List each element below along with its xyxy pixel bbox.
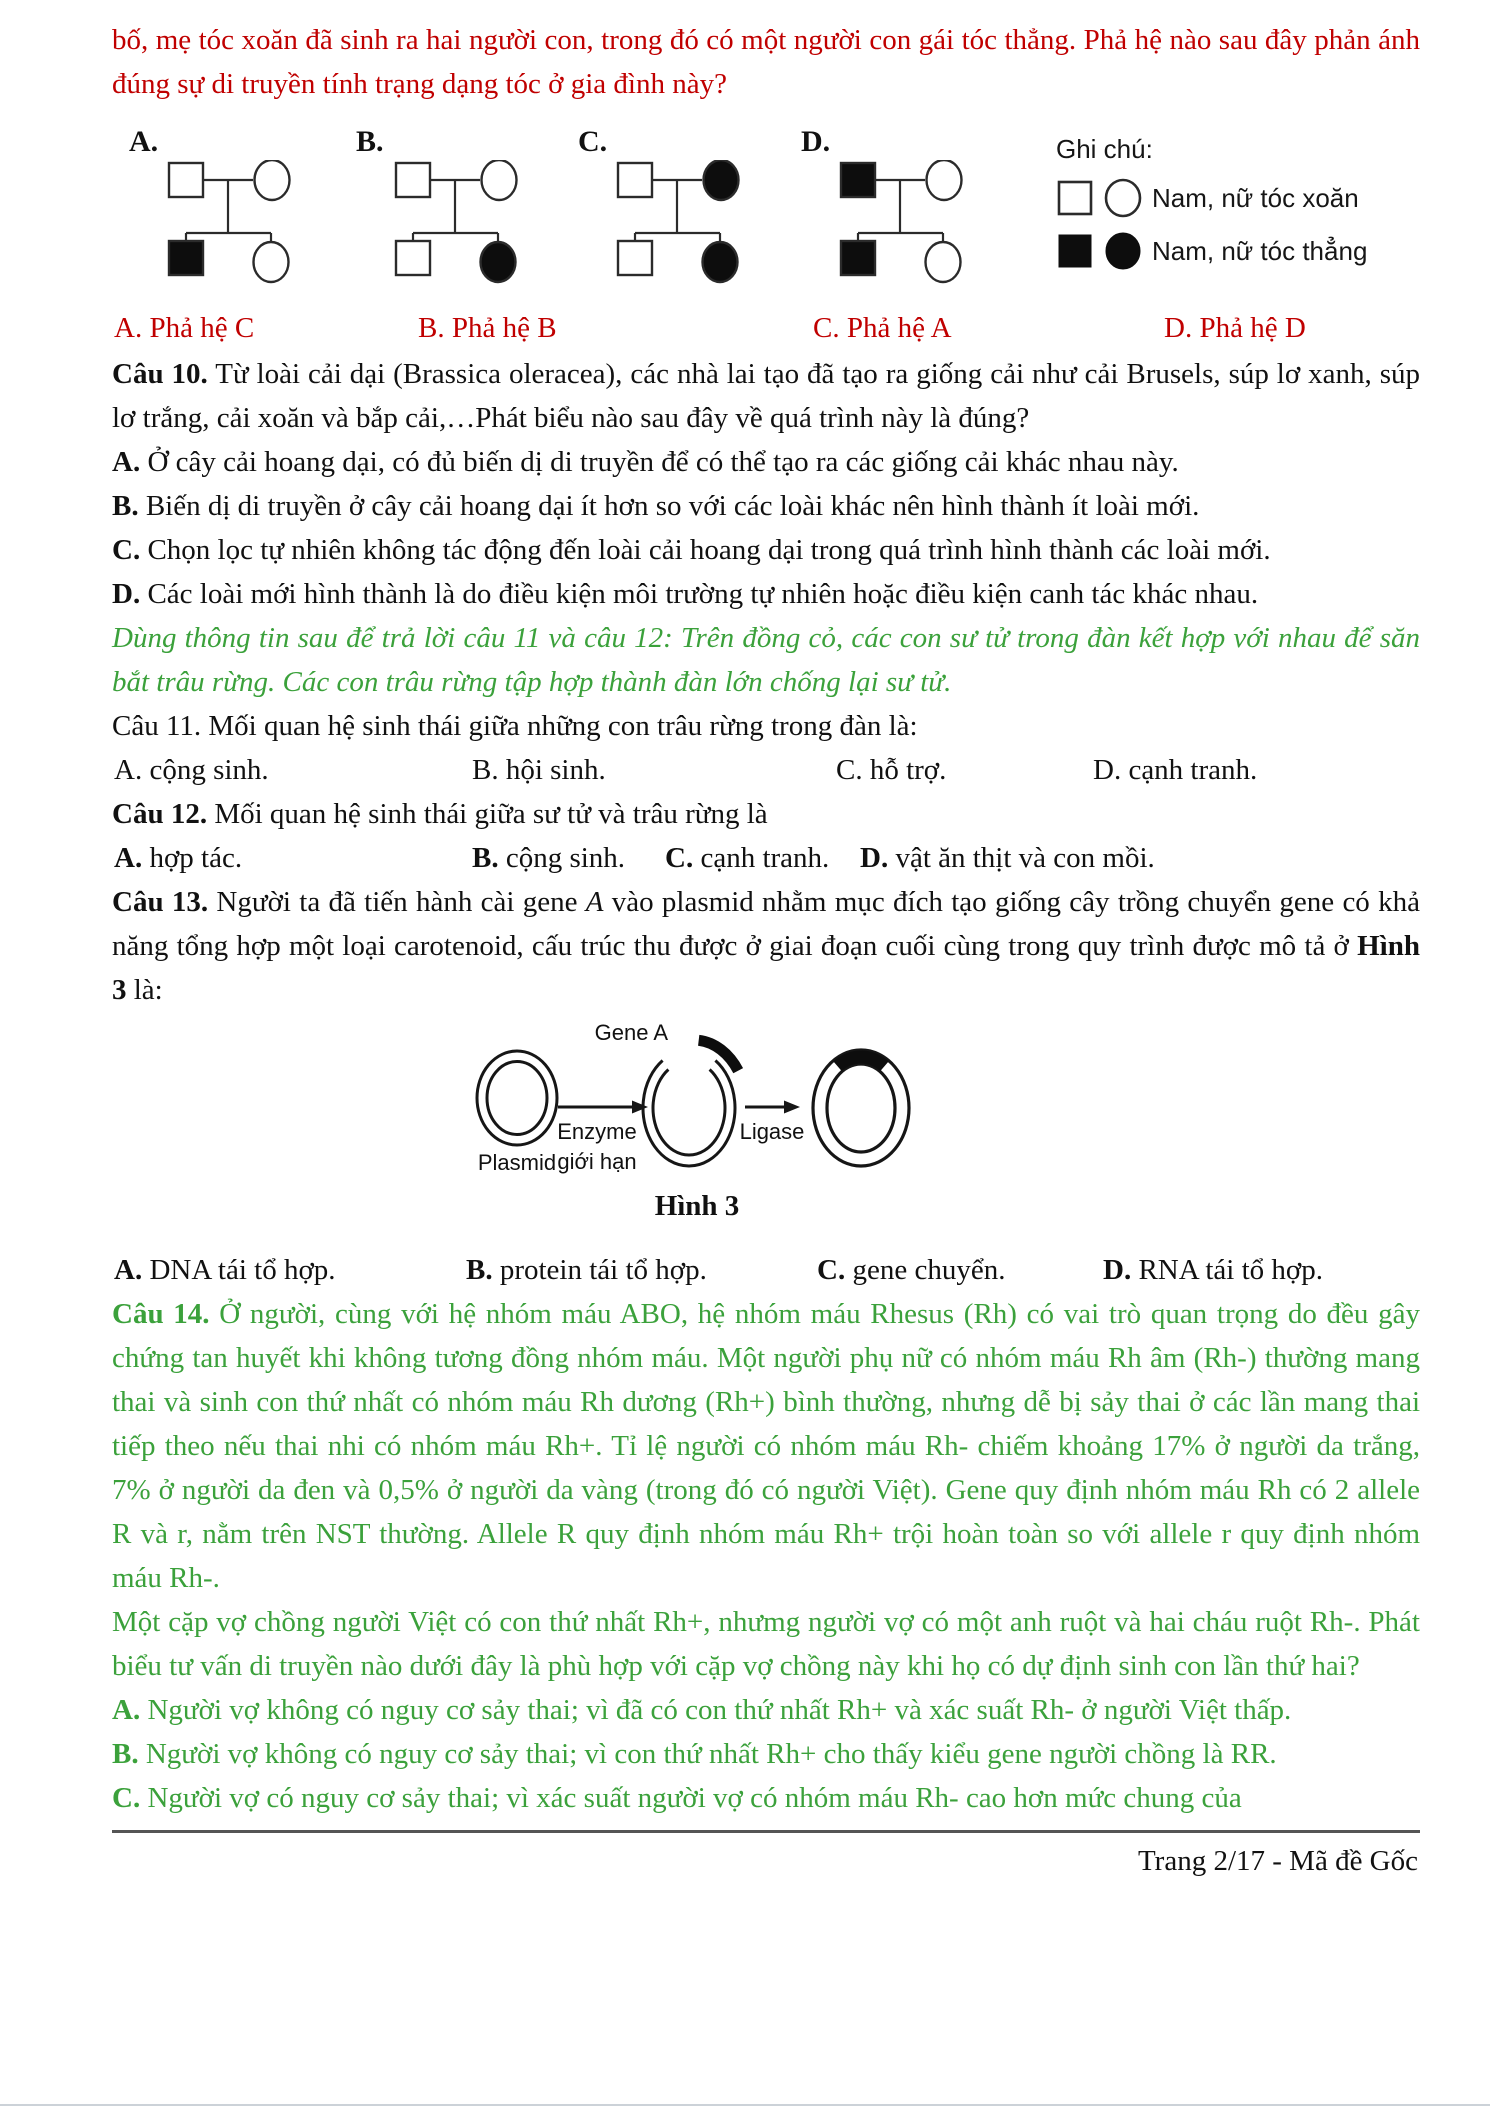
enzyme-label-top: Enzyme <box>557 1119 637 1144</box>
daughter-shape <box>481 242 516 282</box>
footer-page-info: Trang 2/17 - Mã đề Gốc <box>1137 1845 1418 1877</box>
pedigree-d-chart <box>839 160 974 285</box>
question-11-options <box>112 748 1420 792</box>
son-shape <box>841 241 875 275</box>
question-14-option-c: C. Người vợ có nguy cơ sảy thai; vì xác suất người vợ có nhóm máu Rh- cao hơn mức chung của <box>112 1782 1242 1814</box>
answer-option-a: A. Phả hệ C <box>114 312 255 344</box>
q13-option-a: A. DNA tái tổ hợp. <box>114 1254 336 1286</box>
q13-option-c: C. gene chuyển. <box>817 1254 1006 1286</box>
question-14: Câu 14. Ở người, cùng với hệ nhóm máu ABO, hệ nhóm máu Rhesus (Rh) có vai trò quan trọng do đều gây chứng tan huyết khi không tương đồng nhóm máu. Một người phụ nữ có nhóm máu Rh âm (Rh-) thường mang thai và sinh con thứ nhất có nhóm máu Rh dương (Rh+) bình thường, nhưng dễ bị sảy thai ở các lần mang thai tiếp theo nếu thai nhi có nhóm máu Rh+. Tỉ lệ người có nhóm máu Rh- chiếm khoảng 17% ở người da trắng, 7% ở người da đen và 0,5% ở người da vàng (trong đó có người Việt). Gene quy định nhóm máu Rh có 2 allele R và r, nằm trên NST thường. Allele R quy định nhóm máu Rh+ trội hoàn toàn so với allele r quy định nhóm máu Rh-. <box>112 1298 1421 1594</box>
plasmid-diagram <box>472 1012 932 1180</box>
mother-shape <box>927 160 962 200</box>
father-shape <box>841 163 875 197</box>
legend-row-straight <box>1056 231 1367 271</box>
question-13-number: Câu 13. <box>112 886 209 918</box>
legend-empty-square-icon <box>1056 179 1094 217</box>
figure-caption: Hình 3 <box>654 1190 740 1222</box>
pedigree-section <box>112 120 1420 306</box>
info-note-11-12: Dùng thông tin sau để trả lời câu 11 và câu 12: Trên đồng cỏ, các con sư tử trong đàn kết hợp với nhau để săn bắt trâu rừng. Các con trâu rừng tập hợp thành đàn lớn chống lại sư tử. <box>112 622 1420 698</box>
q11-option-d: D. cạnh tranh. <box>1093 754 1258 786</box>
question-10-option-b: B. Biến dị di truyền ở cây cải hoang dại ít hơn so với các loài khác nên hình thành ít loài mới. <box>112 490 1200 522</box>
legend-curly-label: Nam, nữ tóc xoăn <box>1152 182 1359 213</box>
father-shape <box>169 163 203 197</box>
father-shape <box>618 163 652 197</box>
question-12-number: Câu 12. <box>112 798 208 830</box>
cut-plasmid-icon <box>643 1061 735 1166</box>
question-10-option-c: C. Chọn lọc tự nhiên không tác động đến loài cải hoang dại trong quá trình hình thành các loài mới. <box>112 534 1271 566</box>
gene-a-fragment-icon <box>699 1040 739 1070</box>
figure-hinh-3 <box>112 1012 1420 1220</box>
son-shape <box>169 241 203 275</box>
plasmid-label: Plasmid <box>477 1150 557 1175</box>
son-shape <box>396 241 430 275</box>
pedigree-c <box>578 120 783 302</box>
q13-option-d: D. RNA tái tổ hợp. <box>1103 1254 1323 1286</box>
legend <box>1056 134 1367 271</box>
answer-option-c: C. Phả hệ A <box>813 312 952 344</box>
question-10-number: Câu 10. <box>112 358 208 390</box>
pedigree-c-label: C. <box>578 125 608 158</box>
pedigree-a-chart <box>167 160 302 285</box>
gene-a-label: Gene A <box>594 1020 668 1045</box>
recombinant-plasmid-icon <box>813 1050 909 1166</box>
pedigree-answer-row <box>112 306 1420 352</box>
question-13-options <box>112 1248 1420 1292</box>
question-10-option-a: A. Ở cây cải hoang dại, có đủ biến dị di truyền để có thể tạo ra các giống cải khác nhau này. <box>112 446 1179 478</box>
ligase-label: Ligase <box>739 1119 805 1144</box>
legend-row-curly <box>1056 178 1367 218</box>
legend-filled-square-icon <box>1056 232 1094 270</box>
q11-option-c: C. hỗ trợ. <box>836 754 947 786</box>
question-14-continued: Một cặp vợ chồng người Việt có con thứ nhất Rh+, nhưmg người vợ có một anh ruột và hai cháu ruột Rh-. Phát biểu tư vấn di truyền nào dưới đây là phù hợp với cặp vợ chồng này khi họ có dự định sinh con lần thứ hai? <box>112 1606 1420 1682</box>
question-14-option-b: B. Người vợ không có nguy cơ sảy thai; vì con thứ nhất Rh+ cho thấy kiểu gene người chồng là RR. <box>112 1738 1277 1770</box>
answer-option-d: D. Phả hệ D <box>1164 312 1306 344</box>
daughter-shape <box>254 242 289 282</box>
q11-option-a: A. cộng sinh. <box>114 754 269 786</box>
question-12-options <box>112 836 1420 880</box>
daughter-shape <box>926 242 961 282</box>
q11-option-b: B. hội sinh. <box>472 754 606 786</box>
pedigree-b <box>356 120 561 302</box>
mother-shape <box>704 160 739 200</box>
question-10-option-d: D. Các loài mới hình thành là do điều kiện môi trường tự nhiên hoặc điều kiện canh tác khác nhau. <box>112 578 1259 610</box>
mother-shape <box>255 160 290 200</box>
plasmid-icon <box>477 1051 557 1145</box>
q13-option-b: B. protein tái tổ hợp. <box>466 1254 707 1286</box>
question-11-number: Câu 11. <box>112 710 202 742</box>
son-shape <box>618 241 652 275</box>
enzyme-label-bottom: giới hạn <box>557 1149 637 1174</box>
question-14-number: Câu 14. <box>112 1298 210 1330</box>
arrow-right-icon <box>558 1101 648 1114</box>
legend-empty-circle-icon <box>1103 178 1143 218</box>
pedigree-a-label: A. <box>129 125 159 158</box>
question-intro: bố, mẹ tóc xoăn đã sinh ra hai người con, trong đó có một người con gái tóc thẳng. Phả hệ nào sau đây phản ánh đúng sự di truyền tính trạng dạng tóc ở gia đình này? <box>112 24 1420 100</box>
pedigree-d-label: D. <box>801 125 831 158</box>
legend-filled-circle-icon <box>1103 231 1143 271</box>
q12-option-d: D. vật ăn thịt và con mồi. <box>860 842 1155 874</box>
legend-straight-label: Nam, nữ tóc thẳng <box>1152 235 1368 266</box>
pedigree-a <box>129 120 334 302</box>
question-11: Câu 11. Mối quan hệ sinh thái giữa những con trâu rừng trong đàn là: <box>112 710 918 742</box>
question-13: Câu 13. Người ta đã tiến hành cài gene A vào plasmid nhằm mục đích tạo giống cây trồng chuyển gene có khả năng tổng hợp một loại carotenoid, cấu trúc thu được ở giai đoạn cuối cùng trong quy trình được mô tả ở Hình 3 là: <box>112 886 1420 1006</box>
arrow-right-icon <box>745 1101 800 1114</box>
question-10: Câu 10. Từ loài cải dại (Brassica oleracea), các nhà lai tạo đã tạo ra giống cải như cải Brusels, súp lơ xanh, súp lơ trắng, cải xoăn và bắp cải,…Phát biểu nào sau đây về quá trình này là đúng? <box>112 358 1420 434</box>
daughter-shape <box>703 242 738 282</box>
mother-shape <box>482 160 517 200</box>
q12-option-a: A. hợp tác. <box>114 842 243 874</box>
question-12: Câu 12. Mối quan hệ sinh thái giữa sư tử và trâu rừng là <box>112 798 768 830</box>
father-shape <box>396 163 430 197</box>
pedigree-d <box>801 120 1006 302</box>
question-14-option-a: A. Người vợ không có nguy cơ sảy thai; vì đã có con thứ nhất Rh+ và xác suất Rh- ở người Việt thấp. <box>112 1694 1292 1726</box>
legend-title: Ghi chú: <box>1056 134 1153 164</box>
pedigree-b-chart <box>394 160 529 285</box>
q12-option-b: B. cộng sinh. <box>472 842 626 874</box>
answer-option-b: B. Phả hệ B <box>418 312 557 344</box>
pedigree-c-chart <box>616 160 751 285</box>
pedigree-b-label: B. <box>356 125 384 158</box>
q12-option-c: C. cạnh tranh. <box>665 842 830 874</box>
